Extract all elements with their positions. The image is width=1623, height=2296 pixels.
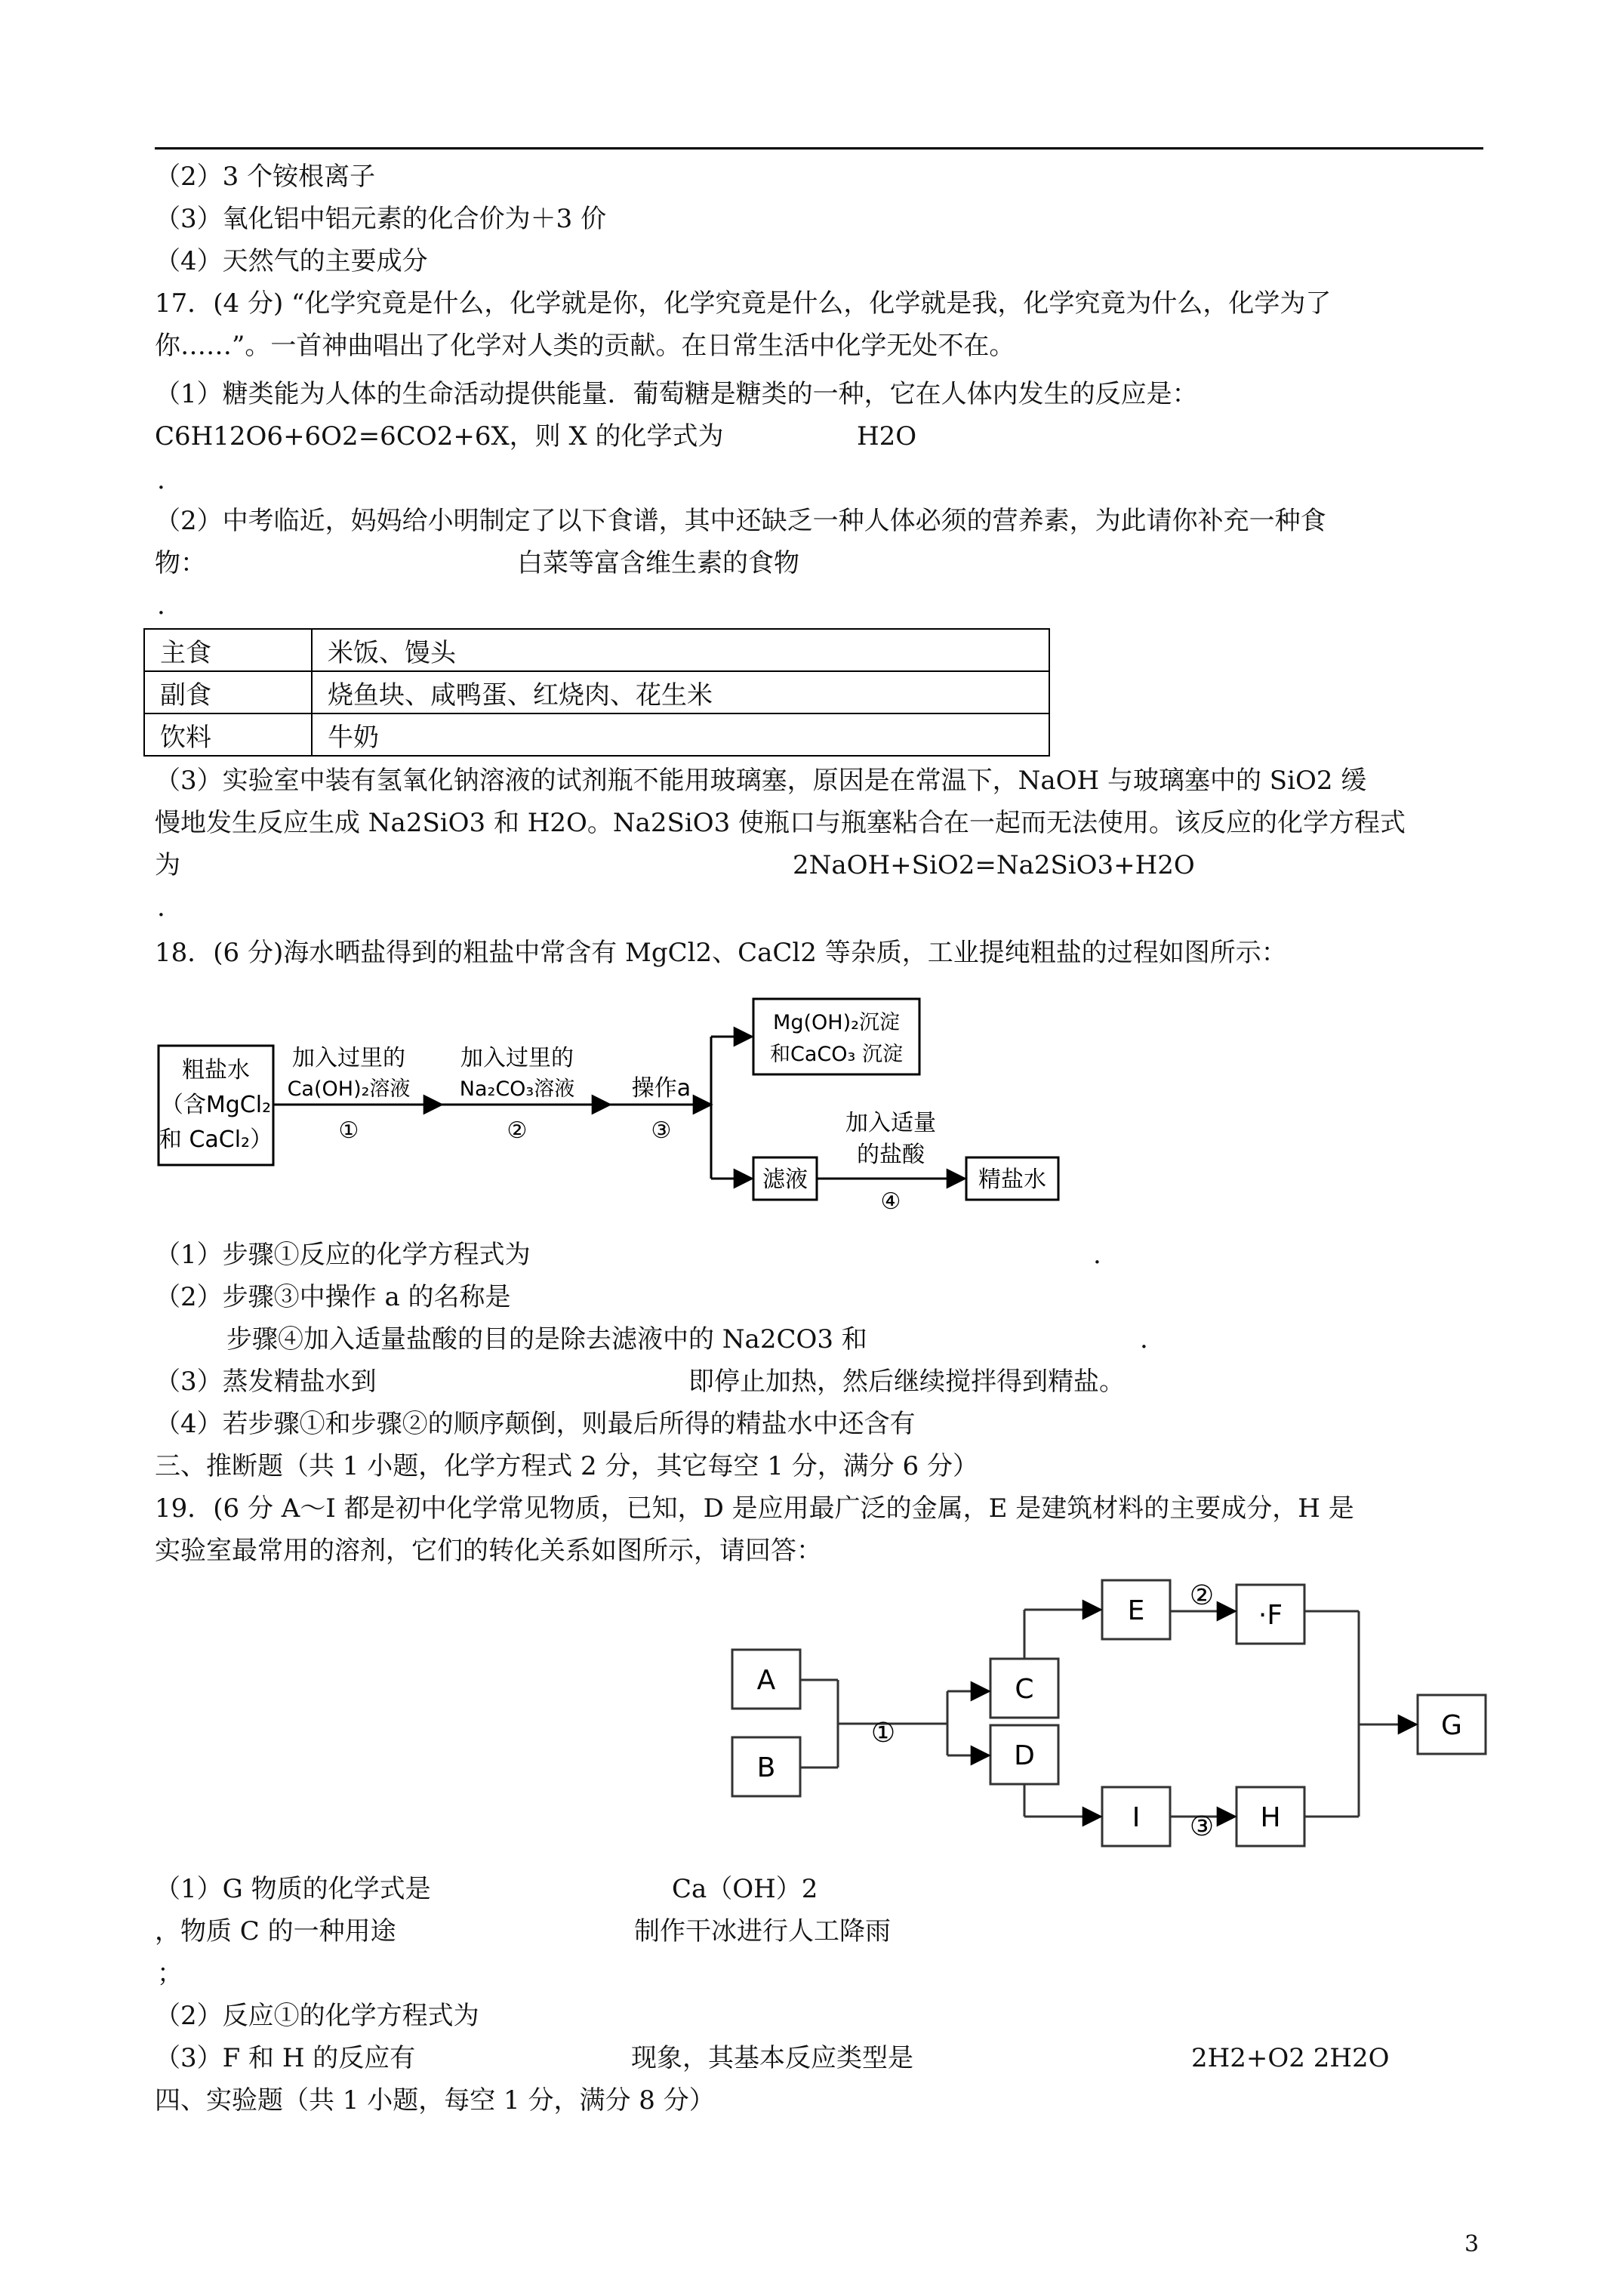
flow-step4-reagent: 的盐酸	[857, 1142, 925, 1168]
q18-part4: （4）若步骤①和步骤②的顺序颠倒，则最后所得的精盐水中还含有	[155, 1409, 916, 1439]
reaction-1-label: ①	[870, 1718, 896, 1749]
flow-precipitate-1: Mg(OH)₂沉淀	[773, 1011, 900, 1034]
q17-part1-line2: C6H12O6+6O2=6CO2+6X，则 X 的化学式为	[155, 421, 724, 451]
menu-table	[143, 628, 1050, 757]
q19-part1-b: ，物质 C 的一种用途	[155, 1916, 396, 1946]
q18-part1: （1）步骤①反应的化学方程式为	[155, 1240, 531, 1270]
q16-item-4: （4）天然气的主要成分	[155, 246, 428, 276]
q19-part2: （2）反应①的化学方程式为	[155, 2001, 479, 2031]
node-b: B	[756, 1752, 776, 1783]
q18-part2-line1: （2）步骤③中操作 a 的名称是	[155, 1282, 511, 1312]
q17-part3-answer: 2NaOH+SiO2=Na2SiO3+H2O	[793, 850, 1195, 880]
flow-step2-reagent: Na₂CO₃溶液	[459, 1077, 575, 1101]
flow-step3-label: 操作a	[631, 1075, 691, 1102]
flow-start-label-3: 和 CaCl₂）	[159, 1126, 273, 1153]
section-4-heading: 四、实验题（共 1 小题，每空 1 分，满分 8 分）	[155, 2085, 715, 2116]
flow-step1-reagent: Ca(OH)₂溶液	[287, 1077, 411, 1101]
flow-step1-label: 加入过里的	[292, 1045, 405, 1071]
flow-step4-number: ④	[880, 1188, 901, 1215]
flow-precipitate-2: 和CaCO₃ 沉淀	[770, 1043, 903, 1066]
q18-flow-diagram	[151, 985, 1072, 1234]
q19-part1-semicolon: ；	[157, 1959, 183, 1989]
table-cell: 米饭、馒头	[312, 629, 1049, 671]
q17-part2-answer: 白菜等富含维生素的食物	[517, 548, 799, 578]
node-g: G	[1441, 1710, 1462, 1741]
table-cell: 饮料	[144, 713, 312, 756]
page-number: 3	[1464, 2231, 1480, 2257]
table-cell: 烧鱼块、咸鸭蛋、红烧肉、花生米	[312, 671, 1049, 713]
q19-stem-line1: 19．(6 分 A～I 都是初中化学常见物质，已知，D 是应用最广泛的金属，E 是建筑材料的主要成分，H 是	[155, 1493, 1354, 1524]
q18-part3-a: （3）蒸发精盐水到	[155, 1367, 377, 1397]
section-3-heading: 三、推断题（共 1 小题，化学方程式 2 分，其它每空 1 分，满分 6 分）	[155, 1451, 978, 1481]
node-i: I	[1132, 1802, 1141, 1833]
q17-part2-line2: 物：	[155, 548, 206, 578]
q17-part1-line1: （1）糖类能为人体的生命活动提供能量．葡萄糖是糖类的一种，它在人体内发生的反应是：	[155, 379, 1198, 409]
q17-stem-line2: 你……”。一首神曲唱出了化学对人类的贡献。在日常生活中化学无处不在。	[155, 331, 1015, 361]
flow-step2-label: 加入过里的	[460, 1045, 574, 1071]
q18-part2-line2: 步骤④加入适量盐酸的目的是除去滤液中的 Na2CO3 和	[226, 1324, 867, 1354]
flow-step1-number: ①	[338, 1117, 359, 1144]
q17-stem-line1: 17．(4 分) “化学究竟是什么，化学就是你，化学究竟是什么，化学就是我，化学究竟为什么，化学为了	[155, 288, 1332, 319]
q19-part3-a: （3）F 和 H 的反应有	[155, 2043, 416, 2073]
q19-relation-diagram	[725, 1574, 1495, 1854]
flow-start-label-2: （含MgCl₂	[160, 1092, 272, 1118]
q19-part1-answer-2: 制作干冰进行人工降雨	[634, 1916, 891, 1946]
q19-part1-answer: Ca（OH）2	[672, 1874, 818, 1904]
flow-product: 精盐水	[978, 1166, 1046, 1193]
q17-part3-line3: 为	[155, 850, 180, 880]
q17-part1-answer: H2O	[857, 421, 917, 451]
q18-part1-dot: .	[1093, 1240, 1101, 1270]
q17-part3-line2: 慢地发生反应生成 Na2SiO3 和 H2O。Na2SiO3 使瓶口与瓶塞粘合在一起而无法使用。该反应的化学方程式	[155, 808, 1406, 838]
q18-stem: 18．(6 分)海水晒盐得到的粗盐中常含有 MgCl2、CaCl2 等杂质，工业提纯粗盐的过程如图所示：	[155, 938, 1287, 968]
table-cell: 主食	[144, 629, 312, 671]
node-c: C	[1015, 1674, 1034, 1705]
q18-part2-dot: .	[1140, 1324, 1148, 1354]
q17-part3-line1: （3）实验室中装有氢氧化钠溶液的试剂瓶不能用玻璃塞，原因是在常温下，NaOH 与玻璃塞中的 SiO2 缓	[155, 766, 1367, 796]
node-d: D	[1014, 1740, 1035, 1771]
reaction-3-label: ③	[1189, 1811, 1215, 1842]
flow-step2-number: ②	[507, 1117, 528, 1144]
q19-part3-b: 现象，其基本反应类型是	[631, 2043, 913, 2073]
q17-part2-line1: （2）中考临近，妈妈给小明制定了以下食谱，其中还缺乏一种人体必须的营养素，为此请你补充一种食	[155, 506, 1326, 536]
flow-start-label-1: 粗盐水	[182, 1057, 250, 1083]
node-e: E	[1127, 1595, 1145, 1626]
q17-part3-dot: .	[157, 892, 165, 923]
q17-part2-dot: .	[157, 590, 165, 621]
q18-part3-b: 即停止加热，然后继续搅拌得到精盐。	[688, 1367, 1125, 1397]
node-f: ·F	[1258, 1600, 1283, 1631]
q19-stem-line2: 实验室最常用的溶剂，它们的转化关系如图所示，请回答：	[155, 1536, 822, 1566]
q19-part3-answer: 2H2+O2 2H2O	[1191, 2043, 1390, 2073]
table-cell: 副食	[144, 671, 312, 713]
q19-part1-a: （1）G 物质的化学式是	[155, 1874, 431, 1904]
table-cell: 牛奶	[312, 713, 1049, 756]
reaction-2-label: ②	[1189, 1580, 1215, 1611]
node-h: H	[1260, 1802, 1281, 1833]
q16-item-2: （2）3 个铵根离子	[155, 162, 376, 192]
table-row	[144, 713, 1049, 756]
header-rule	[155, 147, 1483, 149]
table-row	[144, 629, 1049, 671]
q17-part1-dot: .	[157, 465, 165, 495]
flow-step4-label: 加入适量	[845, 1110, 936, 1136]
q16-item-3: （3）氧化铝中铝元素的化合价为＋3 价	[155, 204, 607, 234]
node-a: A	[756, 1665, 776, 1696]
table-row	[144, 671, 1049, 713]
flow-step3-number: ③	[651, 1117, 672, 1144]
flow-filtrate: 滤液	[762, 1166, 808, 1193]
